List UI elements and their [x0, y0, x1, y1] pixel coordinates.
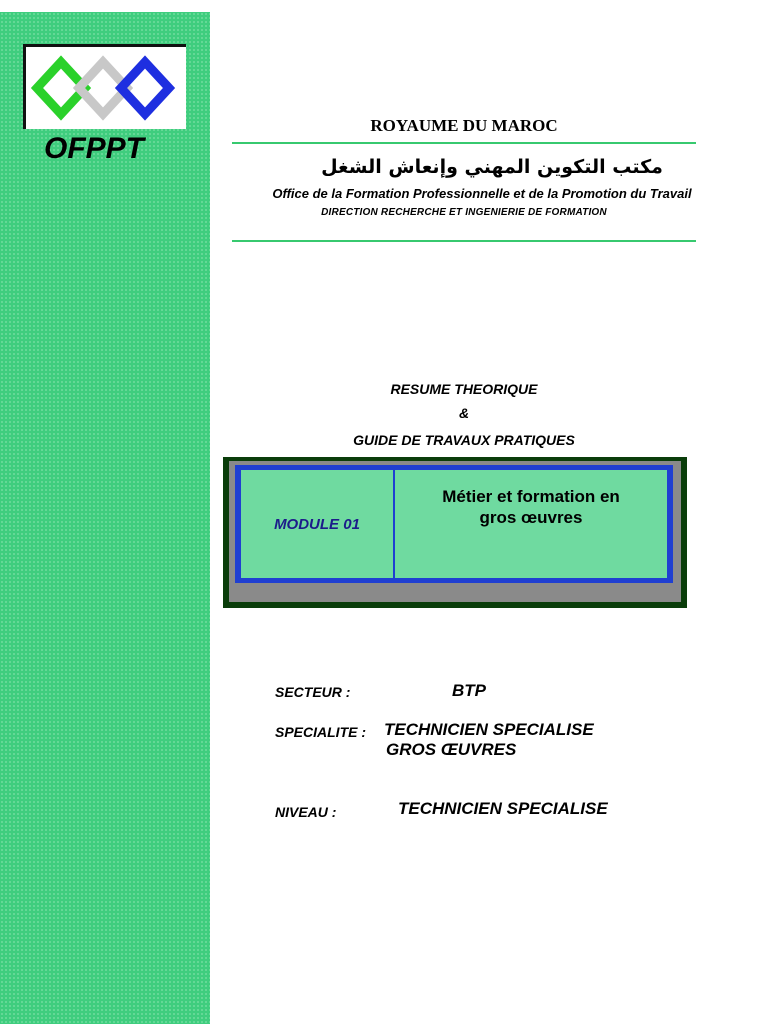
country-title: ROYAUME DU MAROC	[370, 116, 558, 135]
secteur-value: BTP	[452, 681, 486, 700]
module-label: MODULE 01	[241, 470, 395, 578]
module-box	[223, 457, 687, 608]
header-rule-top	[232, 142, 696, 144]
niveau-label: NIVEAU :	[275, 804, 337, 820]
arabic-office-name: مكتب التكوين المهني وإنعاش الشغل	[321, 156, 663, 178]
specialite-value-line1: TECHNICIEN SPECIALISE	[384, 720, 594, 739]
direction-name: DIRECTION RECHERCHE ET INGENIERIE DE FORMATION	[321, 207, 607, 218]
module-name-line2: gros œuvres	[479, 508, 583, 527]
specialite-label: SPECIALITE :	[275, 724, 367, 740]
specialite-value-line2: GROS ŒUVRES	[386, 740, 517, 759]
module-name	[395, 470, 667, 578]
secteur-label: SECTEUR :	[275, 684, 351, 700]
header-rule-bottom	[232, 240, 696, 242]
guide-title: GUIDE DE TRAVAUX PRATIQUES	[353, 432, 575, 448]
logo-diamonds-icon	[31, 54, 189, 124]
logo-text: OFPPT	[44, 132, 145, 165]
resume-title: RESUME THEORIQUE	[390, 381, 538, 397]
ofppt-logo	[23, 44, 186, 172]
ampersand: &	[458, 405, 470, 421]
office-name: Office de la Formation Professionnelle et de la Promotion du Travail	[272, 186, 692, 201]
niveau-value: TECHNICIEN SPECIALISE	[398, 799, 608, 818]
module-name-line1: Métier et formation en	[442, 487, 620, 506]
